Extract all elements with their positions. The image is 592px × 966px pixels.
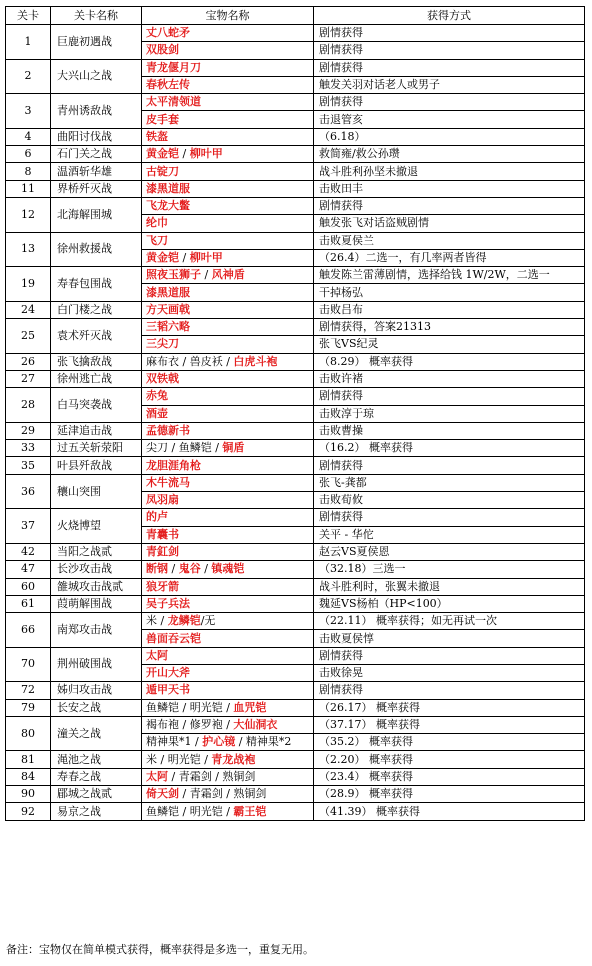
stage-name: 易京之战 (51, 803, 142, 820)
stage-number: 72 (6, 682, 51, 699)
treasure-name-highlight: 漆黑道服 (146, 285, 190, 299)
treasure-name-highlight: 风神盾 (211, 268, 245, 282)
stage-number: 84 (6, 768, 51, 785)
treasure-name-highlight: 太阿 (146, 648, 168, 662)
treasure-cell (142, 180, 314, 197)
stage-name: 当阳之战贰 (51, 543, 142, 560)
header-method: 获得方式 (314, 7, 585, 25)
treasure-cell (142, 284, 314, 301)
table-row (6, 682, 585, 699)
treasure-name-highlight: 纶巾 (146, 216, 168, 230)
table-row (6, 647, 585, 664)
treasure-cell (142, 336, 314, 353)
method-cell: 剧情获得 (314, 457, 585, 474)
stage-number: 1 (6, 25, 51, 60)
treasure-name: / 青霜剑 / 熟铜剑 (179, 787, 267, 801)
table-row (6, 509, 585, 526)
table-row (6, 751, 585, 768)
treasure-name-highlight: 方天画戟 (146, 302, 190, 316)
treasure-cell (142, 405, 314, 422)
stage-number: 47 (6, 561, 51, 578)
table-row (6, 768, 585, 785)
stage-number: 3 (6, 94, 51, 129)
method-cell: 剧情获得 (314, 94, 585, 111)
stage-name: 寿春之战 (51, 768, 142, 785)
table-row (6, 163, 585, 180)
treasure-cell (142, 94, 314, 111)
treasure-name-highlight: 漆黑道服 (146, 181, 190, 195)
method-cell: 剧情获得 (314, 59, 585, 76)
treasure-cell (142, 267, 314, 284)
stage-name: 石门关之战 (51, 146, 142, 163)
treasure-name-highlight: 柳叶甲 (189, 147, 223, 161)
treasure-name-highlight: 吴子兵法 (146, 596, 190, 610)
treasure-cell (142, 664, 314, 681)
treasure-name: /无 (200, 614, 216, 628)
method-cell: 触发关羽对话老人或男子 (314, 76, 585, 93)
method-cell: （26.4）二选一，有几率两者皆得 (314, 249, 585, 266)
stage-number: 4 (6, 128, 51, 145)
treasure-name-highlight: 青龙战袍 (211, 752, 256, 766)
table-row (6, 474, 585, 491)
treasure-cell (142, 751, 314, 768)
treasure-name-highlight: 三尖刀 (146, 337, 179, 351)
method-cell: 剧情获得 (314, 682, 585, 699)
table-row (6, 543, 585, 560)
treasure-name: / (200, 562, 212, 576)
treasure-name-highlight: 青龙偃月刀 (146, 60, 201, 74)
treasure-cell (142, 457, 314, 474)
stage-name: 荆州破围战 (51, 647, 142, 682)
treasure-cell (142, 526, 314, 543)
table-row (6, 319, 585, 336)
stage-name: 叶县歼敌战 (51, 457, 142, 474)
table-row (6, 699, 585, 716)
stage-number: 24 (6, 301, 51, 318)
treasure-cell (142, 215, 314, 232)
stage-number: 79 (6, 699, 51, 716)
stage-number: 66 (6, 613, 51, 648)
method-cell: 剧情获得 (314, 388, 585, 405)
treasure-name-highlight: 霸王铠 (233, 804, 267, 818)
treasure-name-highlight: 黄金铠 (146, 251, 179, 264)
treasure-name-highlight: 遁甲天书 (146, 683, 190, 697)
treasure-name: 精神果*1 / (146, 735, 203, 749)
stage-number: 81 (6, 751, 51, 768)
method-cell: 击败曹操 (314, 422, 585, 439)
stage-number: 26 (6, 353, 51, 370)
stage-name: 长沙攻击战 (51, 561, 142, 578)
treasure-cell (142, 682, 314, 699)
treasure-name-highlight: 的卢 (146, 510, 168, 524)
treasure-name-highlight: 孟德新书 (146, 423, 190, 437)
treasure-cell (142, 111, 314, 128)
stage-number: 11 (6, 180, 51, 197)
treasure-name-highlight: 木牛流马 (146, 475, 190, 489)
stage-number: 36 (6, 474, 51, 509)
table-row (6, 388, 585, 405)
stage-number: 25 (6, 319, 51, 354)
method-cell: （41.39） 概率获得 (314, 803, 585, 820)
method-cell: （37.17） 概率获得 (314, 716, 585, 733)
table-row (6, 146, 585, 163)
treasure-name-highlight: 龙鳞铠 (167, 614, 201, 628)
stage-name: 南郑攻击战 (51, 613, 142, 648)
treasure-name-highlight: 白虎斗袍 (233, 354, 278, 368)
stage-number: 19 (6, 267, 51, 302)
treasure-name: / 精神果*2 (235, 735, 292, 749)
stage-number: 2 (6, 59, 51, 94)
method-cell: （16.2） 概率获得 (314, 440, 585, 457)
stage-number: 35 (6, 457, 51, 474)
treasure-cell (142, 232, 314, 249)
method-cell: 击败徐晃 (314, 664, 585, 681)
table-row (6, 786, 585, 803)
header-stage: 关卡 (6, 7, 51, 25)
treasure-cell (142, 630, 314, 647)
method-cell: 魏延VS杨柏（HP<100） (314, 595, 585, 612)
stage-name: 张飞擒敌战 (51, 353, 142, 370)
treasure-name-highlight: 双股剑 (146, 43, 179, 57)
treasure-name: / 青霜剑 / 熟铜剑 (168, 769, 256, 783)
treasure-name-highlight: 狼牙箭 (146, 579, 179, 593)
stage-name: 界桥歼灭战 (51, 180, 142, 197)
treasure-name-highlight: 飞龙大鳖 (146, 199, 190, 213)
treasure-cell (142, 595, 314, 612)
stage-number: 13 (6, 232, 51, 267)
treasure-name-highlight: 铜盾 (222, 441, 245, 455)
treasure-cell (142, 76, 314, 93)
table-row (6, 422, 585, 439)
treasure-cell (142, 716, 314, 733)
treasure-cell (142, 492, 314, 509)
method-cell: 剧情获得 (314, 25, 585, 42)
table-row (6, 267, 585, 284)
method-cell: （26.17） 概率获得 (314, 699, 585, 716)
method-cell: 击退管亥 (314, 111, 585, 128)
treasure-name: 鱼鳞铠 / 明光铠 / (146, 700, 234, 714)
treasure-name: 褐布袍 / 修罗袍 / (146, 718, 234, 732)
table-row (6, 128, 585, 145)
method-cell: 关平 - 华佗 (314, 526, 585, 543)
stage-name: 巨鹿初遇战 (51, 25, 142, 60)
stage-name: 青州诱敌战 (51, 94, 142, 129)
stage-name: 火烧博望 (51, 509, 142, 544)
treasure-cell (142, 163, 314, 180)
table-row (6, 180, 585, 197)
method-cell: 救简雍/救公孙瓒 (314, 146, 585, 163)
treasure-name-highlight: 太阿 (146, 769, 168, 783)
treasure-cell (142, 59, 314, 76)
table-row (6, 803, 585, 820)
method-cell: 战斗胜利孙坚未撤退 (314, 163, 585, 180)
stage-name: 葭萌解围战 (51, 595, 142, 612)
treasure-name-highlight: 照夜玉狮子 (146, 268, 201, 282)
stage-number: 8 (6, 163, 51, 180)
method-cell: 干掉杨弘 (314, 284, 585, 301)
treasure-name-highlight: 黄金铠 (146, 147, 179, 161)
method-cell: 赵云VS夏侯恩 (314, 543, 585, 560)
method-cell: 剧情获得 (314, 197, 585, 214)
stage-name: 白马突袭战 (51, 388, 142, 423)
table-row (6, 25, 585, 42)
stage-number: 33 (6, 440, 51, 457)
table-row (6, 94, 585, 111)
header-treasure: 宝物名称 (142, 7, 314, 25)
stage-name: 温酒斩华雄 (51, 163, 142, 180)
table-row (6, 578, 585, 595)
table-row (6, 613, 585, 630)
treasure-name: / (201, 268, 212, 282)
treasure-cell (142, 509, 314, 526)
stage-name: 徐州逃亡战 (51, 370, 142, 387)
table-header-row (6, 7, 585, 25)
stage-number: 70 (6, 647, 51, 682)
treasure-cell (142, 613, 314, 630)
treasure-cell (142, 249, 314, 266)
method-cell: （23.4） 概率获得 (314, 768, 585, 785)
treasure-name: 鱼鳞铠 / 明光铠 / (146, 804, 234, 818)
stage-number: 27 (6, 370, 51, 387)
stage-number: 42 (6, 543, 51, 560)
treasure-cell (142, 699, 314, 716)
treasure-name: 麻布衣 / 兽皮袄 / (146, 354, 234, 368)
treasure-cell (142, 42, 314, 59)
method-cell: 剧情获得，答案21313 (314, 319, 585, 336)
stage-name: 徐州救援战 (51, 232, 142, 267)
treasure-name-highlight: 护心镜 (202, 735, 236, 749)
stage-number: 29 (6, 422, 51, 439)
treasure-cell (142, 128, 314, 145)
stage-name: 北海解围城 (51, 197, 142, 232)
method-cell: 张飞VS纪灵 (314, 336, 585, 353)
stage-name: 曲阳讨伐战 (51, 128, 142, 145)
stage-name: 延津追击战 (51, 422, 142, 439)
method-cell: 战斗胜利时，张翼未撤退 (314, 578, 585, 595)
table-row (6, 716, 585, 733)
treasure-name-highlight: 龙胆涯角枪 (146, 458, 201, 472)
treasure-name-highlight: 鬼谷 (178, 562, 201, 576)
treasure-name-highlight: 断钢 (146, 562, 168, 576)
table-row (6, 561, 585, 578)
table-row (6, 370, 585, 387)
treasure-name-highlight: 双铁戟 (146, 372, 179, 386)
table-row (6, 59, 585, 76)
method-cell: （8.29） 概率获得 (314, 353, 585, 370)
treasure-cell (142, 353, 314, 370)
treasure-name-highlight: 兽面吞云铠 (146, 631, 201, 645)
treasure-name-highlight: 镇魂铠 (211, 562, 245, 576)
stage-number: 37 (6, 509, 51, 544)
method-cell: （2.20） 概率获得 (314, 751, 585, 768)
method-cell: 剧情获得 (314, 42, 585, 59)
stage-number: 28 (6, 388, 51, 423)
table-row (6, 595, 585, 612)
note: 备注：宝物仅在简单模式获得，概率获得是多选一，重复无用。 (6, 943, 314, 956)
stage-name: 长安之战 (51, 699, 142, 716)
stage-name: 渑池之战 (51, 751, 142, 768)
treasure-cell (142, 647, 314, 664)
treasure-name-highlight: 青囊书 (146, 527, 179, 541)
treasure-cell (142, 543, 314, 560)
stage-number: 92 (6, 803, 51, 820)
treasure-name: 尖刀 / 鱼鳞铠 / (146, 441, 223, 455)
treasure-cell (142, 440, 314, 457)
method-cell: 剧情获得 (314, 647, 585, 664)
treasure-name-highlight: 太平清领道 (146, 95, 201, 109)
method-cell: 击败淳于琼 (314, 405, 585, 422)
stage-name: 大兴山之战 (51, 59, 142, 94)
treasure-cell (142, 803, 314, 820)
stage-name: 袁术歼灭战 (51, 319, 142, 354)
header-stage-name: 关卡名称 (51, 7, 142, 25)
treasure-cell (142, 146, 314, 163)
treasure-cell (142, 422, 314, 439)
treasure-name-highlight: 开山大斧 (146, 666, 190, 680)
method-cell: 触发陈兰雷薄剧情，选择给钱 1W/2W，二选一 (314, 267, 585, 284)
treasure-name-highlight: 倚天剑 (146, 787, 179, 801)
treasure-name: 米 / 明光铠 / (146, 752, 212, 766)
treasure-name-highlight: 古锭刀 (146, 164, 179, 178)
treasure-name-highlight: 丈八蛇矛 (146, 26, 190, 40)
table-row (6, 440, 585, 457)
treasure-name-highlight: 大仙洞衣 (233, 718, 278, 732)
treasure-cell (142, 578, 314, 595)
table-row (6, 457, 585, 474)
treasure-name-highlight: 铁盔 (146, 129, 168, 143)
method-cell: （35.2） 概率获得 (314, 734, 585, 751)
stage-name: 白门楼之战 (51, 301, 142, 318)
treasure-cell (142, 388, 314, 405)
method-cell: 触发张飞对话盗贼剧情 (314, 215, 585, 232)
stage-name: 潼关之战 (51, 716, 142, 751)
method-cell: （32.18）三选一 (314, 561, 585, 578)
method-cell: 击败夏侯兰 (314, 232, 585, 249)
treasure-cell (142, 197, 314, 214)
method-cell: （28.9） 概率获得 (314, 786, 585, 803)
treasure-name-highlight: 酒壶 (146, 406, 168, 420)
treasure-name-highlight: 飞刀 (146, 233, 168, 247)
treasure-name-highlight: 春秋左传 (146, 78, 190, 92)
method-cell: 击败许褚 (314, 370, 585, 387)
treasure-cell (142, 301, 314, 318)
method-cell: 击败田丰 (314, 180, 585, 197)
treasure-cell (142, 561, 314, 578)
method-cell: （22.11） 概率获得；如无再试一次 (314, 613, 585, 630)
treasure-cell (142, 319, 314, 336)
treasure-name-highlight: 血咒铠 (233, 700, 267, 714)
table-row (6, 197, 585, 214)
method-cell: 击败荀攸 (314, 492, 585, 509)
treasure-cell (142, 474, 314, 491)
stage-number: 6 (6, 146, 51, 163)
treasure-name-highlight: 赤兔 (146, 389, 168, 403)
stage-number: 60 (6, 578, 51, 595)
treasure-name-highlight: 柳叶甲 (189, 251, 223, 264)
stage-name: 寿春包围战 (51, 267, 142, 302)
treasure-name-highlight: 凤羽扇 (146, 493, 179, 507)
method-cell: 击败夏侯惇 (314, 630, 585, 647)
method-cell: 击败吕布 (314, 301, 585, 318)
stage-name: 姊归攻击战 (51, 682, 142, 699)
stage-number: 12 (6, 197, 51, 232)
method-cell: 剧情获得 (314, 509, 585, 526)
table-row (6, 301, 585, 318)
treasure-table (5, 6, 585, 821)
table-row (6, 353, 585, 370)
method-cell: 张飞-龚都 (314, 474, 585, 491)
stage-number: 80 (6, 716, 51, 751)
treasure-name: / (179, 251, 190, 264)
stage-name: 过五关斩荥阳 (51, 440, 142, 457)
treasure-cell (142, 370, 314, 387)
treasure-name-highlight: 青釭剑 (146, 545, 179, 559)
treasure-name: / (168, 562, 179, 576)
method-cell: （6.18） (314, 128, 585, 145)
treasure-cell (142, 25, 314, 42)
treasure-name: 米 / (146, 614, 168, 628)
stage-number: 90 (6, 786, 51, 803)
treasure-name: / (179, 147, 190, 161)
treasure-name-highlight: 皮手套 (146, 112, 179, 126)
treasure-cell (142, 786, 314, 803)
treasure-cell (142, 768, 314, 785)
stage-name: 郿城之战贰 (51, 786, 142, 803)
table-row (6, 232, 585, 249)
treasure-name-highlight: 三韬六略 (146, 320, 190, 334)
treasure-cell (142, 734, 314, 751)
stage-name: 雒城攻击战贰 (51, 578, 142, 595)
stage-number: 61 (6, 595, 51, 612)
stage-name: 穰山突围 (51, 474, 142, 509)
